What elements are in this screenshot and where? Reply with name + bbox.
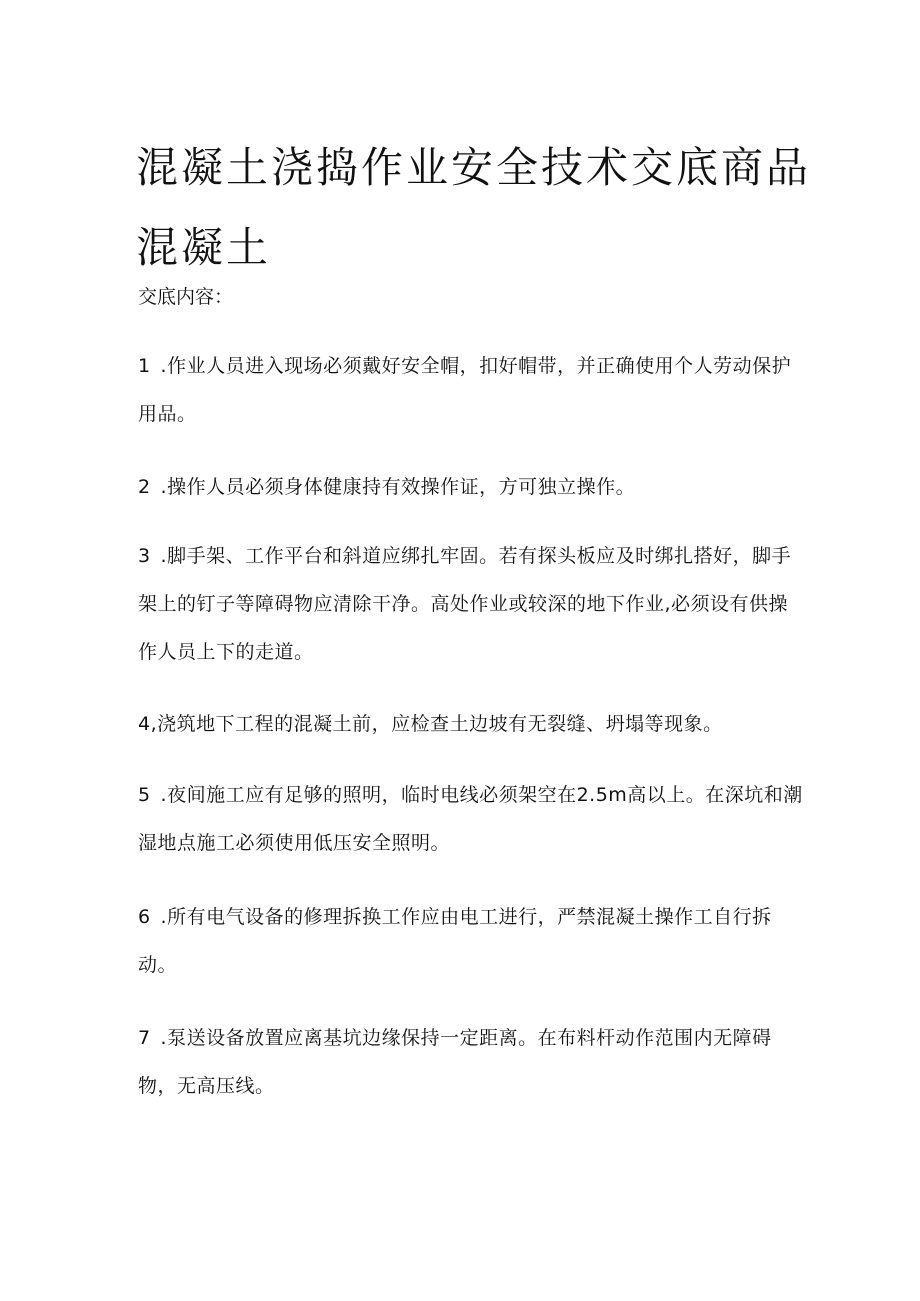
item-text: .操作人员必须身体健康持有效操作证，方可独立操作。 — [154, 476, 636, 498]
list-item-2 — [138, 463, 806, 511]
document-title: 混凝土浇捣作业安全技术交底商品混凝土 — [136, 143, 812, 272]
item-text: .夜间施工应有足够的照明，临时电线必须架空在2.5m高以上。在深坑和潮湿地点施工必须使用低压安全照明。 — [138, 784, 803, 854]
item-number: 4 — [138, 713, 151, 735]
item-text: .脚手架、工作平台和斜道应绑扎牢固。若有探头板应及时绑扎搭好，脚手架上的钉子等障碍物应清除干净。高处作业或较深的地下作业,必须设有供操作人员上下的走道。 — [138, 545, 792, 663]
item-text: .泵送设备放置应离基坑边缘保持一定距离。在布料杆动作范围内无障碍物，无高压线。 — [138, 1027, 772, 1097]
item-number: 1 — [138, 355, 151, 377]
item-text: ,浇筑地下工程的混凝土前，应检查土边坡有无裂缝、坍塌等现象。 — [150, 713, 723, 735]
item-number: 5 — [138, 784, 151, 806]
item-text: .作业人员进入现场必须戴好安全帽，扣好帽带，并正确使用个人劳动保护用品。 — [138, 355, 792, 425]
item-number: 7 — [138, 1027, 151, 1049]
item-number: 3 — [138, 545, 151, 567]
item-text: .所有电气设备的修理拆换工作应由电工进行，严禁混凝土操作工自行拆动。 — [138, 906, 772, 976]
list-item-3 — [138, 532, 806, 676]
list-item-7 — [138, 1014, 806, 1110]
list-item-4 — [138, 700, 806, 748]
intro-label: 交底内容： — [138, 286, 234, 308]
item-number: 6 — [138, 906, 151, 928]
list-item-6 — [138, 893, 806, 989]
list-item-1 — [138, 342, 806, 438]
list-item-5 — [138, 771, 806, 867]
item-number: 2 — [138, 476, 151, 498]
